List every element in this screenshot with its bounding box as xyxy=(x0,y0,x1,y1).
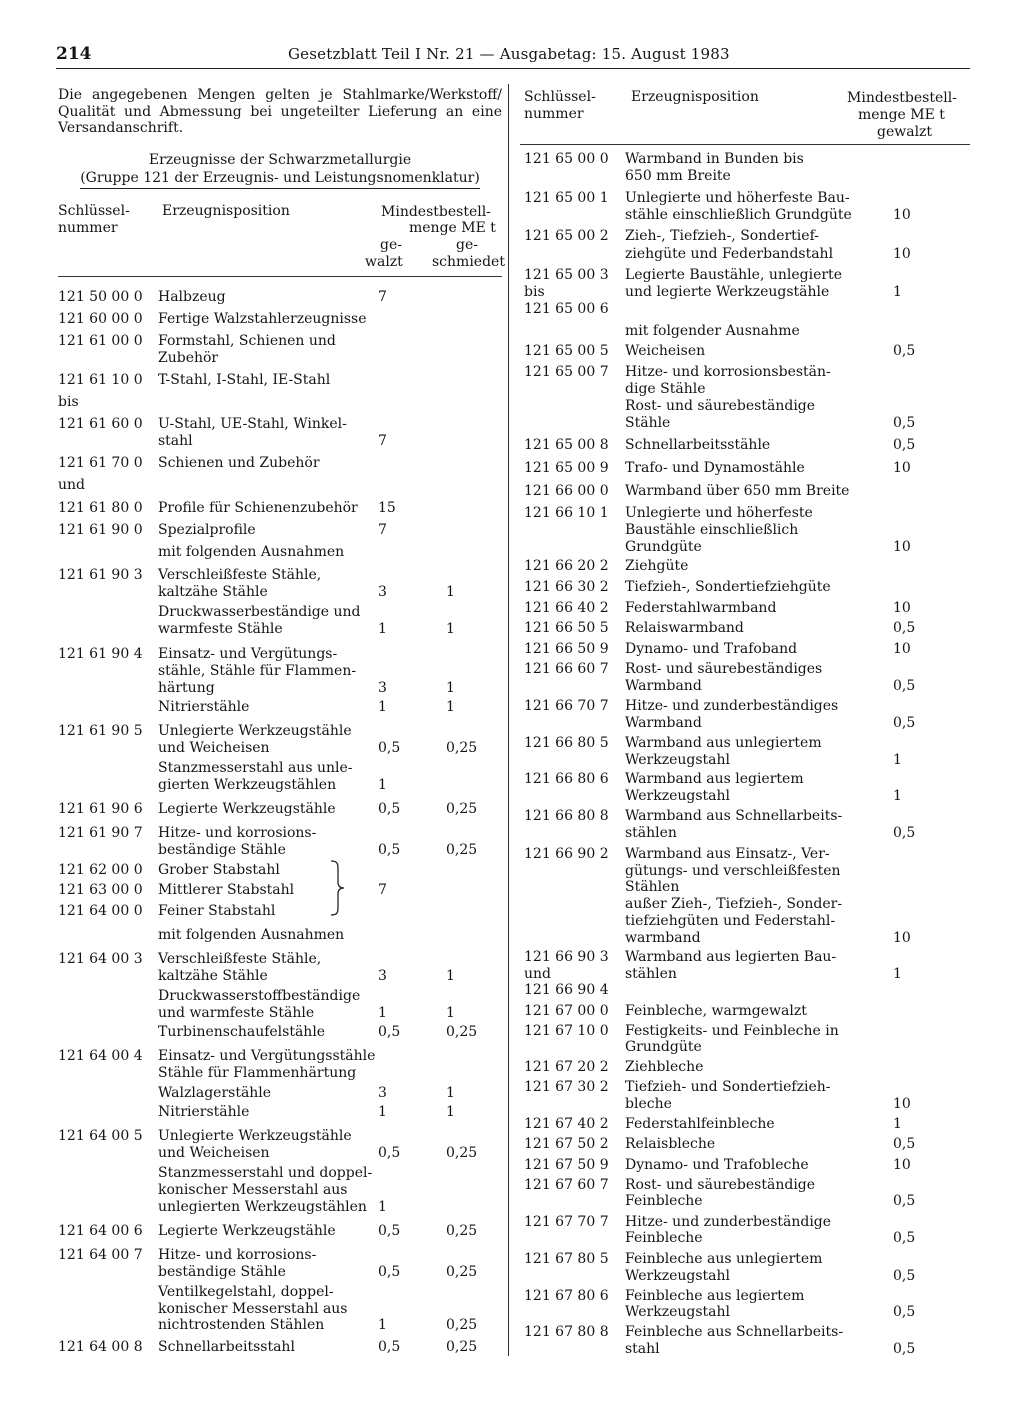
right-row-position: Warmband über 650 mm Breite xyxy=(625,483,850,499)
left-row-key: 121 61 00 0 xyxy=(58,333,143,349)
left-row-position: Unlegierte Werkzeugstähle xyxy=(158,723,352,739)
left-row-position: Unlegierte Werkzeugstähle xyxy=(158,1128,352,1144)
right-header-min-line1: Mindestbestell- xyxy=(847,90,957,106)
left-row-geschmiedet: 0,25 xyxy=(446,1339,478,1355)
right-row-value: 0,5 xyxy=(893,715,916,731)
right-header-key-line2: nummer xyxy=(524,106,584,122)
left-row-key: 121 64 00 8 xyxy=(58,1339,143,1355)
left-row-key: 121 61 90 5 xyxy=(58,723,143,739)
left-row-key: 121 64 00 4 xyxy=(58,1048,143,1064)
right-row-key: 121 65 00 5 xyxy=(524,343,609,359)
right-row-position: Warmband aus legiertem xyxy=(625,771,804,787)
right-row-position: Feinbleche, warmgewalzt xyxy=(625,1003,807,1019)
right-row-value: 1 xyxy=(893,966,902,982)
right-row-position: Rost- und säurebeständige xyxy=(625,1177,816,1193)
left-row-position: Hitze- und korrosions- xyxy=(158,1247,317,1263)
right-row-key: 121 66 20 2 xyxy=(524,558,609,574)
right-row-position: stählen xyxy=(625,966,677,982)
right-row-position: Feinbleche aus Schnellarbeits- xyxy=(625,1324,844,1340)
left-row-position: nichtrostenden Stählen xyxy=(158,1317,325,1333)
right-row-position: Hitze- und zunderbeständige xyxy=(625,1214,832,1230)
right-row-key: 121 66 50 9 xyxy=(524,641,609,657)
right-row-position: Werkzeugstahl xyxy=(625,1304,730,1320)
left-row-position: Schienen und Zubehör xyxy=(158,455,320,471)
left-row-gewalzt: 1 xyxy=(378,1317,387,1333)
left-row-geschmiedet: 0,25 xyxy=(446,801,478,817)
left-row-gewalzt: 7 xyxy=(378,522,387,538)
right-row-value: 10 xyxy=(893,207,911,223)
intro-paragraph: Die angegebenen Mengen gelten je Stahlmarke/Werkstoff/ Qualität und Abmessung bei ungeteilter Lieferung an eine Versandanschrift. xyxy=(58,87,502,136)
right-row-key: 121 67 50 2 xyxy=(524,1136,609,1152)
left-row-position: gierten Werkzeugstählen xyxy=(158,777,337,793)
group-title xyxy=(58,151,502,189)
right-row-position: Feinbleche xyxy=(625,1230,703,1246)
left-row-geschmiedet: 1 xyxy=(446,1085,455,1101)
left-row-gewalzt: 0,5 xyxy=(378,1264,401,1280)
right-row-position: Baustähle einschließlich xyxy=(625,522,799,538)
right-row-key: 121 65 00 8 xyxy=(524,437,609,453)
left-row-position: Einsatz- und Vergütungs- xyxy=(158,646,338,662)
right-row-position: Relaiswarmband xyxy=(625,620,744,636)
left-row-position: Druckwasserbeständige und xyxy=(158,604,361,620)
right-row-key: 121 66 90 2 xyxy=(524,846,609,862)
left-row-gewalzt: 7 xyxy=(378,882,387,898)
right-header-min-line3: gewalzt xyxy=(877,124,933,140)
left-row-geschmiedet: 0,25 xyxy=(446,740,478,756)
left-row-position: mit folgenden Ausnahmen xyxy=(158,927,345,943)
right-row-key: 121 67 20 2 xyxy=(524,1059,609,1075)
left-row-gewalzt: 15 xyxy=(378,500,396,516)
left-row-gewalzt: 0,5 xyxy=(378,1223,401,1239)
right-row-value: 0,5 xyxy=(893,437,916,453)
right-row-position: Ziehbleche xyxy=(625,1059,704,1075)
right-row-position: Weicheisen xyxy=(625,343,706,359)
right-row-position: Hitze- und korrosionsbestän- xyxy=(625,364,831,380)
page-header xyxy=(56,44,968,68)
left-row-gewalzt: 1 xyxy=(378,1199,387,1215)
right-row-key: und xyxy=(524,966,551,982)
left-row-key: 121 62 00 0 xyxy=(58,862,143,878)
right-row-value: 0,5 xyxy=(893,678,916,694)
left-row-position: stähle, Stähle für Flammen- xyxy=(158,663,357,679)
left-row-geschmiedet: 0,25 xyxy=(446,1264,478,1280)
column-divider xyxy=(508,84,509,1356)
right-row-key: 121 67 10 0 xyxy=(524,1023,609,1039)
right-row-key: 121 67 70 7 xyxy=(524,1214,609,1230)
left-row-position: härtung xyxy=(158,680,215,696)
left-row-position: beständige Stähle xyxy=(158,842,286,858)
right-row-position: Grundgüte xyxy=(625,1039,702,1055)
right-row-position: Warmband aus Schnellarbeits- xyxy=(625,808,843,824)
right-header-key-line1: Schlüssel- xyxy=(524,89,596,105)
left-row-gewalzt: 1 xyxy=(378,1005,387,1021)
right-row-key: bis xyxy=(524,284,545,300)
left-header-sub2-line1: ge- xyxy=(456,237,478,253)
right-row-key: 121 65 00 2 xyxy=(524,228,609,244)
right-row-position: Grundgüte xyxy=(625,539,702,555)
right-row-position: Feinbleche aus unlegiertem xyxy=(625,1251,823,1267)
right-row-position: Trafo- und Dynamostähle xyxy=(625,460,805,476)
left-row-position: Hitze- und korrosions- xyxy=(158,825,317,841)
right-row-key: 121 67 80 5 xyxy=(524,1251,609,1267)
right-row-key: 121 67 40 2 xyxy=(524,1116,609,1132)
right-row-key: 121 66 90 4 xyxy=(524,982,609,998)
left-header-position: Erzeugnisposition xyxy=(162,203,290,219)
right-row-position: Rost- und säurebeständiges xyxy=(625,661,823,677)
left-header-min-line1: Mindestbestell- xyxy=(381,204,491,220)
right-row-key: 121 66 50 5 xyxy=(524,620,609,636)
left-row-position: Zubehör xyxy=(158,350,219,366)
left-row-key: 121 61 90 7 xyxy=(58,825,143,841)
right-row-position: Feinbleche aus legiertem xyxy=(625,1288,805,1304)
right-row-position: Tiefzieh-, Sondertiefziehgüte xyxy=(625,579,831,595)
left-row-position: stahl xyxy=(158,433,193,449)
right-row-value: 0,5 xyxy=(893,1304,916,1320)
right-row-position: warmband xyxy=(625,930,701,946)
left-row-gewalzt: 7 xyxy=(378,289,387,305)
right-row-value: 10 xyxy=(893,1096,911,1112)
left-row-key: 121 64 00 5 xyxy=(58,1128,143,1144)
right-row-key: 121 66 90 3 xyxy=(524,949,609,965)
group-title-line1: Erzeugnisse der Schwarzmetallurgie xyxy=(148,152,412,168)
right-row-position: Dynamo- und Trafobleche xyxy=(625,1157,809,1173)
left-header-key-line1: Schlüssel- xyxy=(58,203,130,219)
right-row-position: Feinbleche xyxy=(625,1193,703,1209)
right-row-value: 0,5 xyxy=(893,825,916,841)
left-row-key: bis xyxy=(58,394,79,410)
right-row-position: Federstahlwarmband xyxy=(625,600,777,616)
right-row-value: 0,5 xyxy=(893,343,916,359)
right-row-position: Rost- und säurebeständige xyxy=(625,398,816,414)
left-row-key: 121 64 00 7 xyxy=(58,1247,143,1263)
right-row-position: Warmband in Bunden bis xyxy=(625,151,804,167)
right-row-value: 10 xyxy=(893,246,911,262)
left-row-position: Legierte Werkzeugstähle xyxy=(158,1223,336,1239)
left-row-gewalzt: 1 xyxy=(378,1104,387,1120)
right-row-key: 121 65 00 0 xyxy=(524,151,609,167)
left-row-position: Druckwasserstoffbeständige xyxy=(158,988,361,1004)
right-row-position: Federstahlfeinbleche xyxy=(625,1116,775,1132)
left-row-position: Stähle für Flammenhärtung xyxy=(158,1065,357,1081)
right-row-value: 1 xyxy=(893,1116,902,1132)
left-row-position: Halbzeug xyxy=(158,289,226,305)
left-row-gewalzt: 3 xyxy=(378,1085,387,1101)
left-row-geschmiedet: 1 xyxy=(446,968,455,984)
page-title: Gesetzblatt Teil I Nr. 21 — Ausgabetag: 15. August 1983 xyxy=(288,45,730,63)
left-header-key-line2: nummer xyxy=(58,220,118,236)
left-row-key: 121 61 10 0 xyxy=(58,372,143,388)
right-header-rule xyxy=(520,144,970,145)
right-row-key: 121 65 00 9 xyxy=(524,460,609,476)
left-row-position: Mittlerer Stabstahl xyxy=(158,882,295,898)
left-row-gewalzt: 7 xyxy=(378,433,387,449)
left-row-position: und Weicheisen xyxy=(158,1145,270,1161)
right-row-position: stahl xyxy=(625,1341,660,1357)
right-row-position: ziehgüte und Federbandstahl xyxy=(625,246,834,262)
left-row-gewalzt: 3 xyxy=(378,968,387,984)
right-row-position: Dynamo- und Trafoband xyxy=(625,641,798,657)
right-row-value: 10 xyxy=(893,930,911,946)
left-row-position: Nitrierstähle xyxy=(158,1104,250,1120)
left-row-position: Stanzmesserstahl aus unle- xyxy=(158,760,353,776)
right-row-value: 10 xyxy=(893,539,911,555)
left-row-position: konischer Messerstahl aus xyxy=(158,1301,348,1317)
left-row-geschmiedet: 0,25 xyxy=(446,1145,478,1161)
right-row-position: Relaisbleche xyxy=(625,1136,716,1152)
right-row-value: 1 xyxy=(893,284,902,300)
left-row-geschmiedet: 0,25 xyxy=(446,1317,478,1333)
right-row-key: 121 67 60 7 xyxy=(524,1177,609,1193)
right-row-value: 0,5 xyxy=(893,1268,916,1284)
left-row-key: 121 63 00 0 xyxy=(58,882,143,898)
left-row-position: kaltzähe Stähle xyxy=(158,584,268,600)
right-row-position: außer Zieh-, Tiefzieh-, Sonder- xyxy=(625,896,843,912)
left-row-position: Legierte Werkzeugstähle xyxy=(158,801,336,817)
left-row-position: kaltzähe Stähle xyxy=(158,968,268,984)
right-row-position: und legierte Werkzeugstähle xyxy=(625,284,830,300)
right-row-position: Festigkeits- und Feinbleche in xyxy=(625,1023,839,1039)
right-row-position: stählen xyxy=(625,825,677,841)
left-header-sub2-line2: schmiedet xyxy=(432,254,505,270)
left-row-geschmiedet: 1 xyxy=(446,1005,455,1021)
right-row-key: 121 66 80 8 xyxy=(524,808,609,824)
left-row-gewalzt: 0,5 xyxy=(378,1339,401,1355)
left-row-position: Stanzmesserstahl und doppel- xyxy=(158,1165,373,1181)
right-row-position: tiefziehgüten und Federstahl- xyxy=(625,913,836,929)
left-row-position: unlegierten Werkzeugstählen xyxy=(158,1199,367,1215)
left-row-gewalzt: 0,5 xyxy=(378,842,401,858)
right-row-value: 1 xyxy=(893,752,902,768)
right-row-position: Werkzeugstahl xyxy=(625,1268,730,1284)
right-row-value: 10 xyxy=(893,641,911,657)
right-header-position: Erzeugnisposition xyxy=(631,89,759,105)
left-row-position: beständige Stähle xyxy=(158,1264,286,1280)
right-row-position: Stählen xyxy=(625,879,680,895)
group-title-line2: (Gruppe 121 der Erzeugnis- und Leistungsnomenklatur) xyxy=(80,169,480,189)
left-row-gewalzt: 0,5 xyxy=(378,1145,401,1161)
right-row-position: stähle einschließlich Grundgüte xyxy=(625,207,852,223)
left-row-geschmiedet: 0,25 xyxy=(446,842,478,858)
left-row-gewalzt: 1 xyxy=(378,777,387,793)
left-row-position: Profile für Schienenzubehör xyxy=(158,500,358,516)
left-header-min-line2: menge ME t xyxy=(409,220,496,236)
left-row-key: 121 61 80 0 xyxy=(58,500,143,516)
left-row-position: Fertige Walzstahlerzeugnisse xyxy=(158,311,367,327)
left-row-position: mit folgenden Ausnahmen xyxy=(158,544,345,560)
left-row-key: 121 61 70 0 xyxy=(58,455,143,471)
right-row-value: 10 xyxy=(893,600,911,616)
left-row-key: 121 61 90 0 xyxy=(58,522,143,538)
header-rule xyxy=(56,68,970,69)
left-header-rule xyxy=(58,276,502,277)
left-row-gewalzt: 3 xyxy=(378,584,387,600)
right-row-value: 0,5 xyxy=(893,1230,916,1246)
right-row-position: Tiefzieh- und Sondertiefzieh- xyxy=(625,1079,831,1095)
left-row-gewalzt: 0,5 xyxy=(378,740,401,756)
left-row-position: Walzlagerstähle xyxy=(158,1085,272,1101)
left-row-gewalzt: 0,5 xyxy=(378,801,401,817)
left-row-geschmiedet: 0,25 xyxy=(446,1024,478,1040)
left-row-key: 121 61 90 3 xyxy=(58,567,143,583)
right-row-position: Ziehgüte xyxy=(625,558,689,574)
right-row-key: 121 65 00 6 xyxy=(524,301,609,317)
right-row-value: 0,5 xyxy=(893,1341,916,1357)
left-row-position: T-Stahl, I-Stahl, IE-Stahl xyxy=(158,372,331,388)
left-row-position: Einsatz- und Vergütungsstähle xyxy=(158,1048,376,1064)
left-row-gewalzt: 0,5 xyxy=(378,1024,401,1040)
left-row-position: U-Stahl, UE-Stahl, Winkel- xyxy=(158,416,347,432)
left-row-gewalzt: 1 xyxy=(378,621,387,637)
right-row-position: mit folgender Ausnahme xyxy=(625,323,800,339)
left-row-key: 121 64 00 6 xyxy=(58,1223,143,1239)
right-row-key: 121 67 50 9 xyxy=(524,1157,609,1173)
right-row-position: Warmband xyxy=(625,678,702,694)
left-row-key: 121 61 60 0 xyxy=(58,416,143,432)
right-row-position: Legierte Baustähle, unlegierte xyxy=(625,267,842,283)
right-row-key: 121 67 30 2 xyxy=(524,1079,609,1095)
right-row-key: 121 67 00 0 xyxy=(524,1003,609,1019)
right-row-position: bleche xyxy=(625,1096,672,1112)
left-row-gewalzt: 3 xyxy=(378,680,387,696)
right-row-key: 121 66 60 7 xyxy=(524,661,609,677)
right-row-value: 1 xyxy=(893,788,902,804)
right-row-key: 121 66 80 5 xyxy=(524,735,609,751)
right-row-position: Unlegierte und höherfeste Bau- xyxy=(625,190,850,206)
right-row-key: 121 65 00 3 xyxy=(524,267,609,283)
right-row-key: 121 65 00 1 xyxy=(524,190,609,206)
left-row-position: und warmfeste Stähle xyxy=(158,1005,315,1021)
left-row-geschmiedet: 1 xyxy=(446,1104,455,1120)
left-row-position: Ventilkegelstahl, doppel- xyxy=(158,1284,334,1300)
right-row-value: 10 xyxy=(893,1157,911,1173)
left-row-geschmiedet: 1 xyxy=(446,584,455,600)
right-row-position: Schnellarbeitsstähle xyxy=(625,437,771,453)
left-row-position: Feiner Stabstahl xyxy=(158,903,276,919)
left-row-key: 121 60 00 0 xyxy=(58,311,143,327)
right-row-position: dige Stähle xyxy=(625,381,706,397)
left-row-key: 121 64 00 0 xyxy=(58,903,143,919)
right-row-value: 0,5 xyxy=(893,620,916,636)
left-row-key: und xyxy=(58,477,85,493)
left-row-key: 121 61 90 4 xyxy=(58,646,143,662)
left-row-position: Schnellarbeitsstahl xyxy=(158,1339,295,1355)
left-row-position: Formstahl, Schienen und xyxy=(158,333,336,349)
right-row-key: 121 66 10 1 xyxy=(524,505,609,521)
right-row-position: Warmband xyxy=(625,715,702,731)
page-number: 214 xyxy=(56,44,92,64)
left-row-key: 121 61 90 6 xyxy=(58,801,143,817)
left-row-geschmiedet: 1 xyxy=(446,699,455,715)
left-row-position: Spezialprofile xyxy=(158,522,256,538)
right-row-key: 121 65 00 7 xyxy=(524,364,609,380)
right-header-min-line2: menge ME t xyxy=(858,107,945,123)
left-header-sub1-line1: ge- xyxy=(380,237,402,253)
right-row-position: Zieh-, Tiefzieh-, Sondertief- xyxy=(625,228,819,244)
right-row-value: 0,5 xyxy=(893,1193,916,1209)
right-row-key: 121 66 30 2 xyxy=(524,579,609,595)
right-row-position: 650 mm Breite xyxy=(625,168,731,184)
right-row-position: Warmband aus legierten Bau- xyxy=(625,949,837,965)
right-row-position: Werkzeugstahl xyxy=(625,788,730,804)
left-row-geschmiedet: 1 xyxy=(446,680,455,696)
right-row-position: Unlegierte und höherfeste xyxy=(625,505,813,521)
left-row-position: Grober Stabstahl xyxy=(158,862,280,878)
left-header-sub1-line2: walzt xyxy=(365,254,403,270)
left-row-geschmiedet: 0,25 xyxy=(446,1223,478,1239)
right-row-position: Warmband aus unlegiertem xyxy=(625,735,822,751)
brace-icon xyxy=(328,860,348,916)
right-row-value: 10 xyxy=(893,460,911,476)
right-row-position: Warmband aus Einsatz-, Ver- xyxy=(625,846,830,862)
left-row-position: warmfeste Stähle xyxy=(158,621,283,637)
right-row-position: Stähle xyxy=(625,415,671,431)
right-row-key: 121 66 00 0 xyxy=(524,483,609,499)
left-row-position: und Weicheisen xyxy=(158,740,270,756)
left-row-position: Turbinenschaufelstähle xyxy=(158,1024,326,1040)
right-row-key: 121 67 80 6 xyxy=(524,1288,609,1304)
right-row-value: 0,5 xyxy=(893,1136,916,1152)
left-row-position: Verschleißfeste Stähle, xyxy=(158,567,322,583)
right-row-position: Werkzeugstahl xyxy=(625,752,730,768)
left-row-position: Verschleißfeste Stähle, xyxy=(158,951,322,967)
left-row-gewalzt: 1 xyxy=(378,699,387,715)
right-row-position: Hitze- und zunderbeständiges xyxy=(625,698,839,714)
left-row-key: 121 64 00 3 xyxy=(58,951,143,967)
left-row-position: konischer Messerstahl aus xyxy=(158,1182,348,1198)
right-row-key: 121 67 80 8 xyxy=(524,1324,609,1340)
left-row-position: Nitrierstähle xyxy=(158,699,250,715)
left-row-geschmiedet: 1 xyxy=(446,621,455,637)
right-row-key: 121 66 40 2 xyxy=(524,600,609,616)
right-row-key: 121 66 70 7 xyxy=(524,698,609,714)
right-row-position: gütungs- und verschleißfesten xyxy=(625,863,841,879)
left-row-key: 121 50 00 0 xyxy=(58,289,143,305)
right-row-value: 0,5 xyxy=(893,415,916,431)
right-row-key: 121 66 80 6 xyxy=(524,771,609,787)
